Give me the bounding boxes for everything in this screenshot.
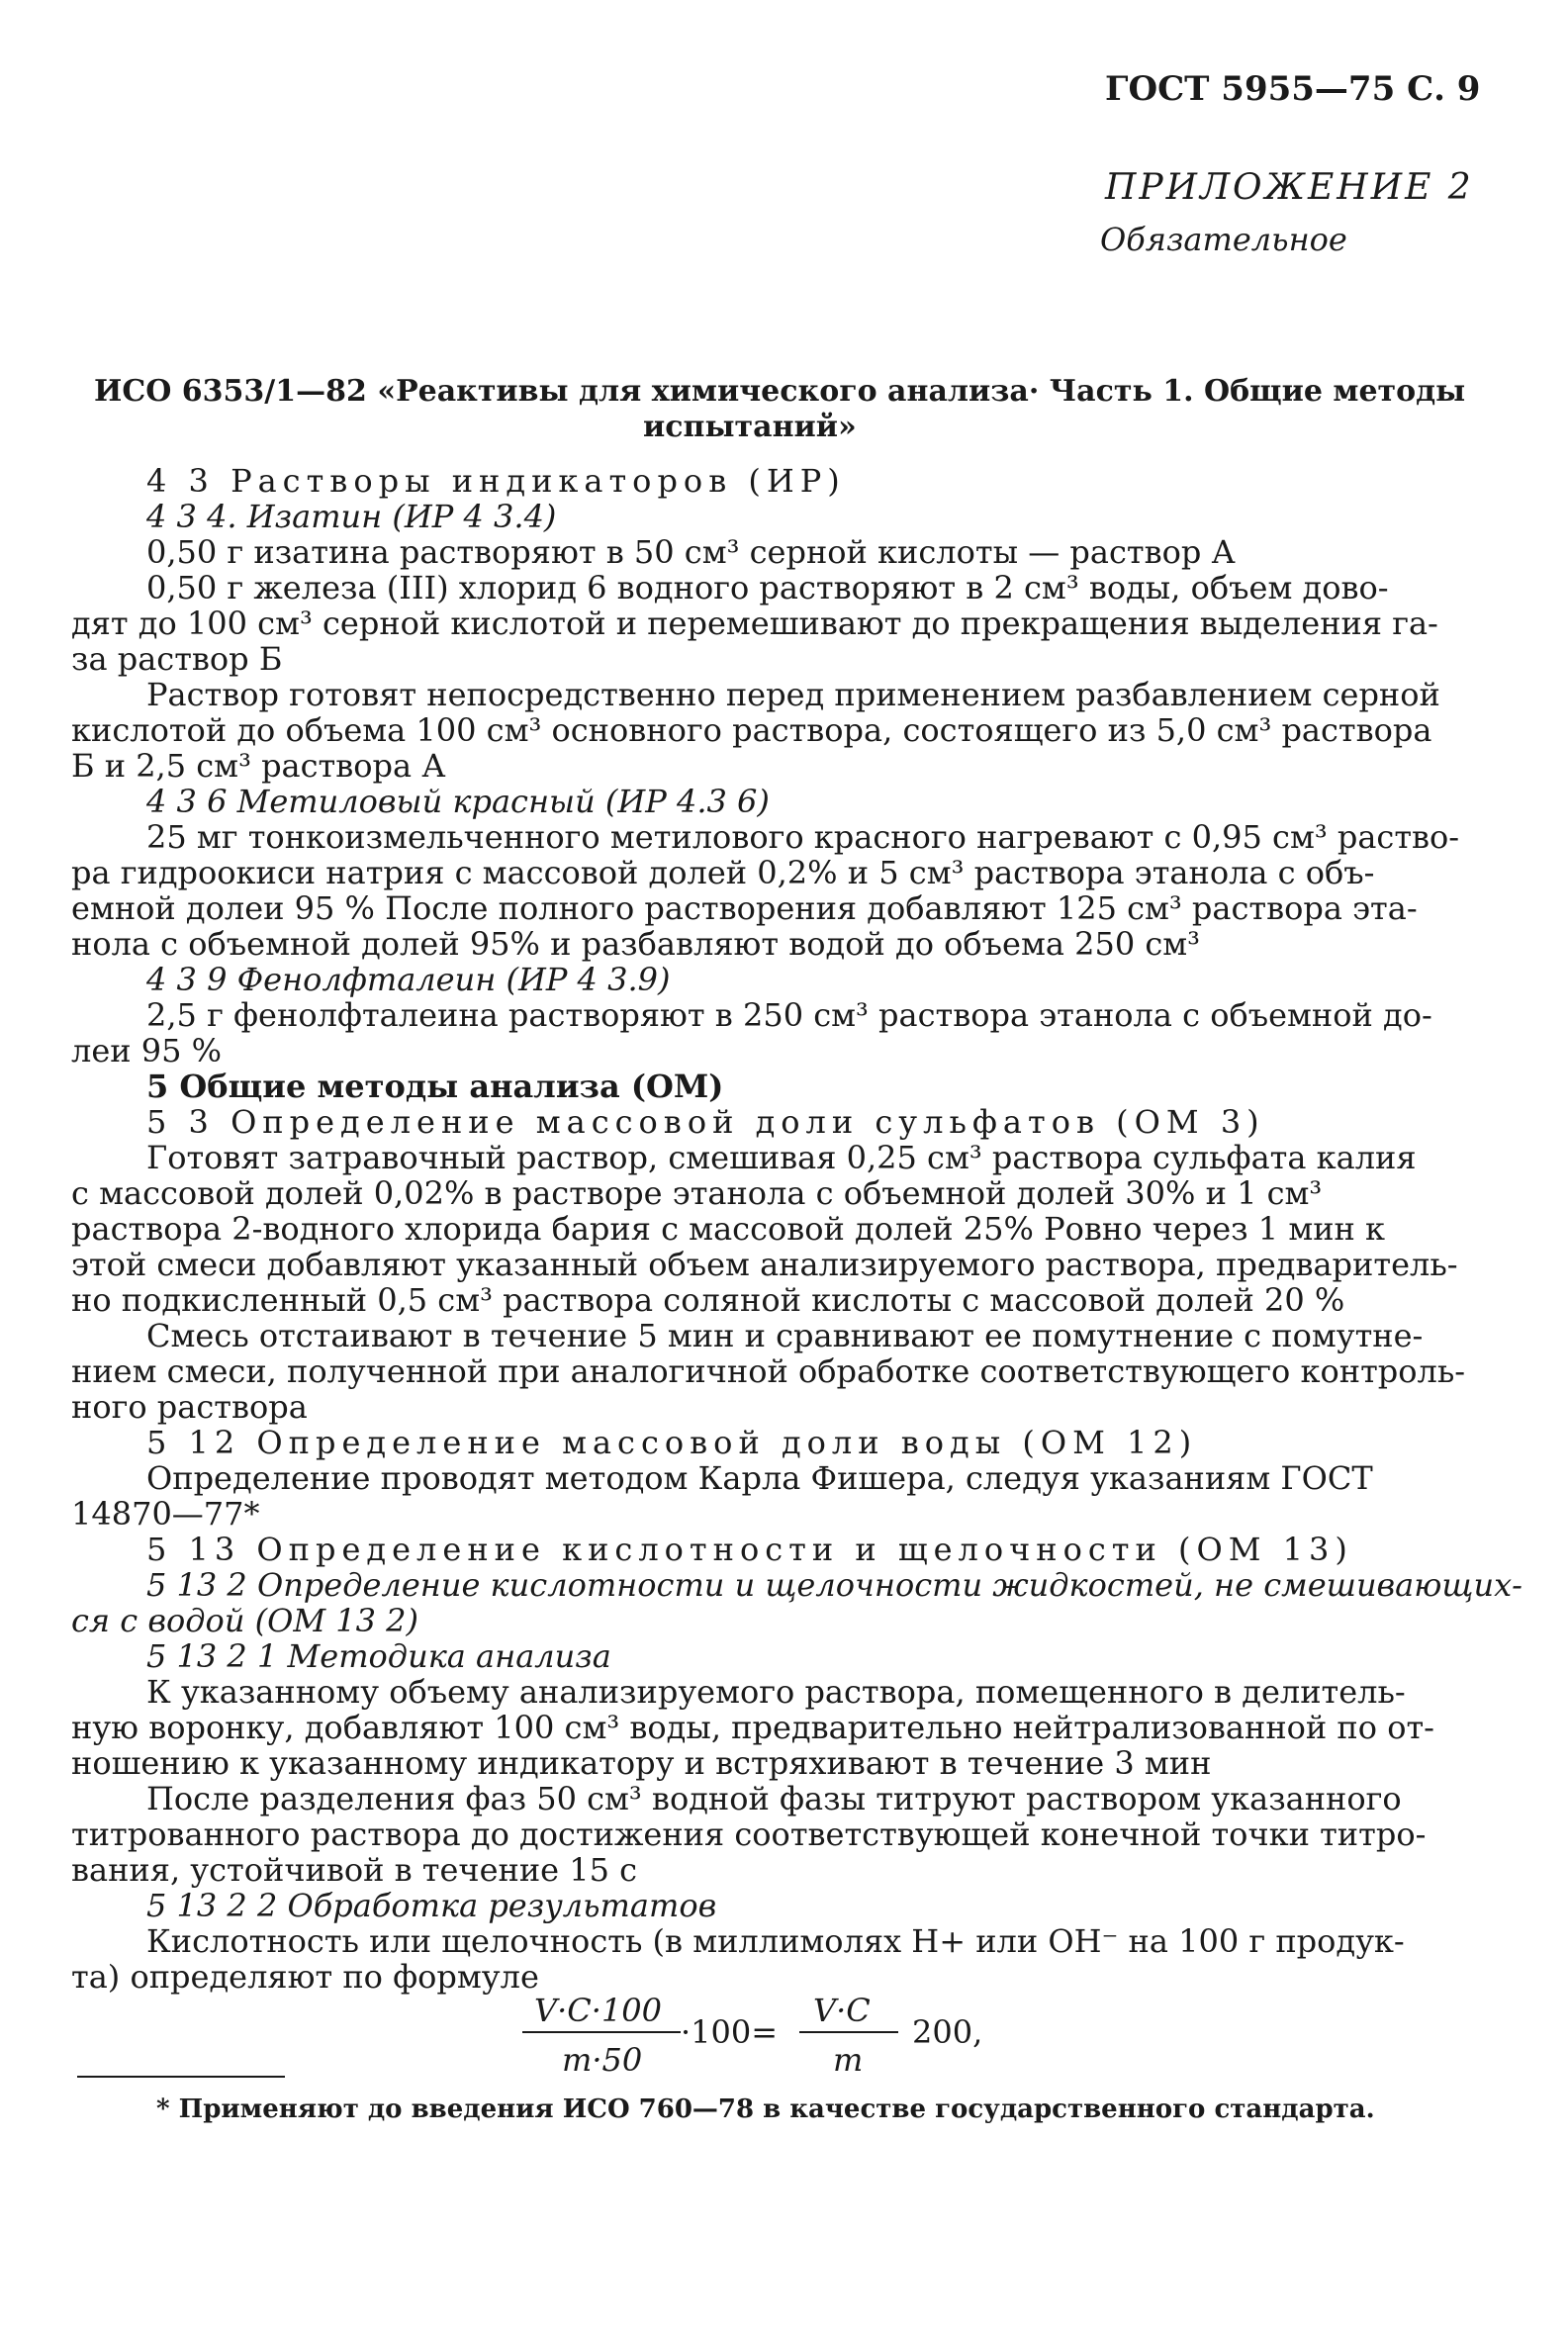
text-line: нола с объемной долей 95% и разбавляют водой до объема 250 см³ bbox=[71, 925, 1200, 963]
text-line: но подкисленный 0,5 см³ раствора соляной кислоты с массовой долей 20 % bbox=[71, 1281, 1345, 1319]
text-line: титрованного раствора до достижения соответствующей конечной точки титро- bbox=[71, 1815, 1427, 1853]
subsection-heading: 4 3 9 Фенолфталеин (ИР 4 3.9) bbox=[146, 961, 671, 998]
footnote-separator bbox=[77, 2076, 285, 2078]
text-line: ную воронку, добавляют 100 см³ воды, предварительно нейтрализованной по от- bbox=[71, 1709, 1434, 1746]
text-line: раствора 2-водного хлорида бария с массовой долей 25% Ровно через 1 мин к bbox=[71, 1210, 1386, 1248]
text-line: ношению к указанному индикатору и встряхивают в течение 3 мин bbox=[71, 1744, 1212, 1782]
text-line: 25 мг тонкоизмельченного метилового красного нагревают с 0,95 см³ раство- bbox=[146, 818, 1460, 856]
formula-numerator-1: V·C·100 bbox=[534, 1992, 663, 2029]
subsection-heading: 4 3 6 Метиловый красный (ИР 4.3 6) bbox=[146, 783, 770, 820]
section-heading: 5 Общие методы анализа (ОМ) bbox=[146, 1068, 724, 1105]
text-line: После разделения фаз 50 см³ водной фазы титруют раствором указанного bbox=[146, 1780, 1402, 1817]
text-line: Б и 2,5 см³ раствора А bbox=[71, 747, 446, 785]
text-line: К указанному объему анализируемого раствора, помещенного в делитель- bbox=[146, 1673, 1406, 1711]
footnote-text: * Применяют до введения ИСО 760—78 в качестве государственного стандарта. bbox=[156, 2094, 1375, 2124]
subsection-heading: 5 13 2 Определение кислотности и щелочности жидкостей, не смешивающих- bbox=[146, 1566, 1522, 1604]
text-line: 2,5 г фенолфталеина растворяют в 250 см³ раствора этанола с объемной до- bbox=[146, 996, 1432, 1034]
text-line: Кислотность или щелочность (в миллимолях Н+ или ОН⁻ на 100 г продук- bbox=[146, 1922, 1405, 1960]
formula-denominator-2: m bbox=[833, 2041, 864, 2079]
text-line: 0,50 г изатина растворяют в 50 см³ серной кислоты — раствор А bbox=[146, 533, 1236, 571]
fraction-bar-1 bbox=[522, 2031, 681, 2033]
text-line: леи 95 % bbox=[71, 1032, 223, 1070]
text-line: за раствор Б bbox=[71, 640, 283, 678]
section-heading: 5 12 Определение массовой доли воды (ОМ 12) bbox=[146, 1424, 1198, 1461]
subsection-heading: 4 3 4. Изатин (ИР 4 3.4) bbox=[146, 498, 557, 535]
text-line: этой смеси добавляют указанный объем анализируемого раствора, предваритель- bbox=[71, 1246, 1458, 1283]
section-heading: 5 13 Определение кислотности и щелочности (ОМ 13) bbox=[146, 1531, 1353, 1568]
appendix-title: ПРИЛОЖЕНИЕ 2 bbox=[1105, 167, 1474, 208]
section-heading: 4 3 Растворы индикаторов (ИР) bbox=[146, 462, 846, 500]
text-line: 14870—77* bbox=[71, 1495, 260, 1533]
text-line: емной долеи 95 % После полного растворения добавляют 125 см³ раствора эта- bbox=[71, 889, 1418, 927]
header-label: ГОСТ 5955—75 С. 9 bbox=[1105, 69, 1481, 109]
doc-title-line1: ИСО 6353/1—82 «Реактивы для химического анализа· Часть 1. Общие методы bbox=[94, 374, 1466, 409]
text-line: кислотой до объема 100 см³ основного раствора, состоящего из 5,0 см³ раствора bbox=[71, 711, 1432, 749]
appendix-status: Обязательное bbox=[1100, 221, 1347, 258]
subsection-heading: 5 13 2 2 Обработка результатов bbox=[146, 1887, 717, 1924]
text-line: ного раствора bbox=[71, 1388, 308, 1426]
formula-tail: 200, bbox=[912, 2013, 983, 2051]
fraction-bar-2 bbox=[799, 2031, 898, 2033]
text-line: Раствор готовят непосредственно перед применением разбавлением серной bbox=[146, 676, 1440, 713]
formula-denominator-1: m·50 bbox=[562, 2041, 643, 2079]
text-line: 0,50 г железа (III) хлорид 6 водного растворяют в 2 см³ воды, объем дово- bbox=[146, 569, 1389, 606]
text-line: с массовой долей 0,02% в растворе этанола с объемной долей 30% и 1 см³ bbox=[71, 1174, 1323, 1212]
text-line: ра гидроокиси натрия с массовой долей 0,2% и 5 см³ раствора этанола с объ- bbox=[71, 854, 1375, 891]
formula-numerator-2: V·C bbox=[813, 1992, 871, 2029]
subsection-heading: 5 13 2 1 Методика анализа bbox=[146, 1637, 611, 1675]
doc-title-line2: испытаний» bbox=[643, 410, 857, 444]
text-line: Определение проводят методом Карла Фишера, следуя указаниям ГОСТ bbox=[146, 1459, 1373, 1497]
text-line: та) определяют по формуле bbox=[71, 1958, 539, 1996]
text-line: Готовят затравочный раствор, смешивая 0,25 см³ раствора сульфата калия bbox=[146, 1139, 1417, 1176]
section-heading: 5 3 Определение массовой доли сульфатов (ОМ 3) bbox=[146, 1103, 1265, 1141]
formula-multiplier: ·100= bbox=[681, 2013, 779, 2051]
text-line: нием смеси, полученной при аналогичной обработке соответствующего контроль- bbox=[71, 1352, 1466, 1390]
text-line: дят до 100 см³ серной кислотой и перемешивают до прекращения выделения га- bbox=[71, 605, 1438, 642]
text-line: Смесь отстаивают в течение 5 мин и сравнивают ее помутнение с помутне- bbox=[146, 1317, 1424, 1354]
subsection-heading: ся с водой (ОМ 13 2) bbox=[71, 1602, 418, 1639]
text-line: вания, устойчивой в течение 15 с bbox=[71, 1851, 638, 1889]
